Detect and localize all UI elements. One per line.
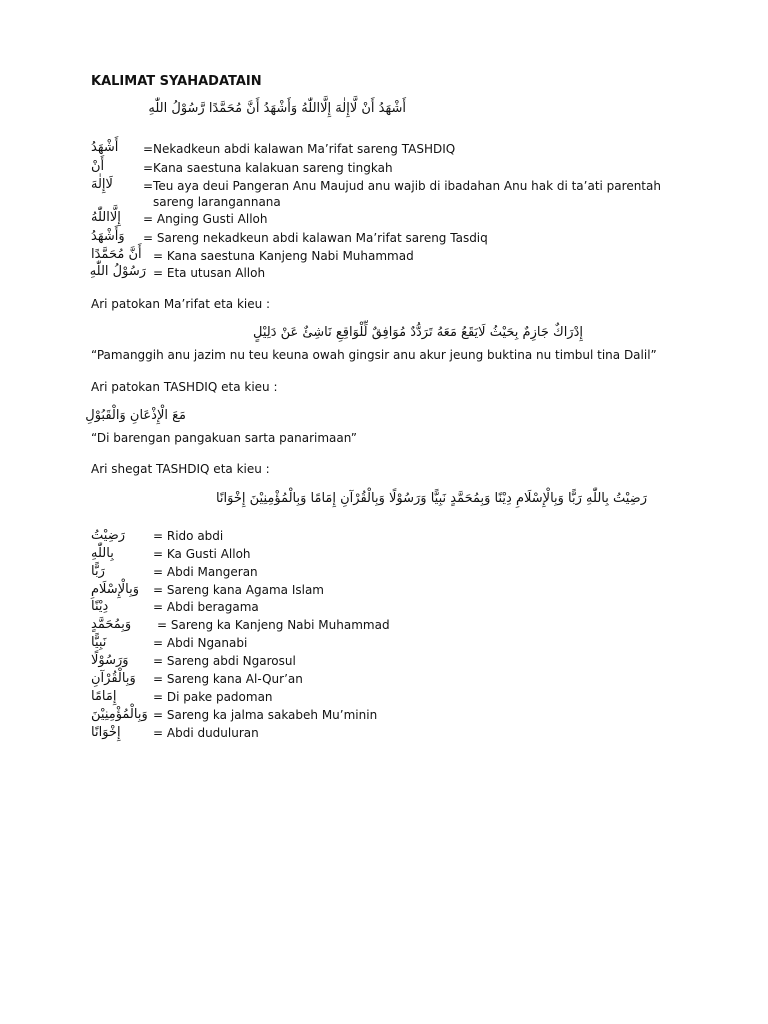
- glossary2-definition: = Sareng kana Al-Qur’an: [153, 672, 303, 686]
- glossary2-arabic: وَبِالْإِسْلَامِ: [91, 582, 139, 597]
- glossary1-definition-continued: sareng larangannana: [153, 195, 281, 209]
- document-title: KALIMAT SYAHADATAIN: [91, 74, 262, 89]
- marifat-heading: Ari patokan Ma’rifat eta kieu :: [91, 297, 271, 311]
- glossary2-arabic: وَبِالْقُرْآنِ: [91, 671, 136, 686]
- syahadat-arabic: أَشْهَدُ أَنْ لَّاإِلٰهَ إِلَّااللّٰهُ وَأَشْهَدُ أَنَّ مُحَمَّدًا رَّسُوْلُ اللّٰهِ: [148, 101, 406, 116]
- glossary1-arabic: أَنَّ مُحَمَّدًا: [91, 247, 142, 262]
- glossary2-definition: = Abdi beragama: [153, 600, 259, 614]
- glossary2-arabic: رَبًّا: [91, 564, 105, 579]
- glossary2-arabic: إِمَامًا: [91, 689, 117, 704]
- glossary2-arabic: وَبِمُحَمَّدٍ: [91, 617, 132, 632]
- glossary2-arabic: وَرَسُوْلًا: [91, 653, 129, 668]
- glossary2-arabic: دِيْنًا: [91, 599, 109, 614]
- glossary2-definition: = Di pake padoman: [153, 690, 273, 704]
- glossary1-definition: = Eta utusan Alloh: [153, 266, 266, 280]
- glossary1-definition: = Sareng nekadkeun abdi kalawan Ma’rifat sareng Tasdiq: [143, 231, 488, 245]
- glossary1-arabic: رَسُوْلُ اللّٰهِ: [89, 264, 146, 279]
- glossary2-definition: = Sareng ka jalma sakabeh Mu’minin: [153, 708, 378, 722]
- tashdiq-translation: “Di barengan pangakuan sarta panarimaan”: [91, 431, 357, 445]
- glossary1-arabic: وَأَشْهَدُ: [91, 229, 125, 244]
- glossary2-arabic: وَبِالْمُؤْمِنِيْنَ: [91, 707, 148, 722]
- glossary1-arabic: إِلَّااللّٰهُ: [91, 210, 121, 225]
- tashdiq-heading: Ari patokan TASHDIQ eta kieu :: [91, 380, 278, 394]
- shegat-arabic: رَضِيْتُ بِاللّٰهِ رَبًّا وَبِالْإِسْلَامِ دِيْنًا وَبِمُحَمَّدٍ نَبِيًّا وَرَسُوْلًا وَبِالْقُرْآنِ إِمَامًا وَبِالْمُؤْمِنِيْنَ إِخْوَانًا: [215, 491, 647, 506]
- glossary2-arabic: رَضِيْتُ: [91, 528, 126, 543]
- glossary2-definition: = Sareng abdi Ngarosul: [153, 654, 296, 668]
- glossary1-definition: = Anging Gusti Alloh: [143, 212, 268, 226]
- glossary2-definition: = Abdi Mangeran: [153, 565, 258, 579]
- glossary2-definition: = Ka Gusti Alloh: [153, 547, 251, 561]
- glossary2-definition: = Sareng kana Agama Islam: [153, 583, 324, 597]
- shegat-heading: Ari shegat TASHDIQ eta kieu :: [91, 462, 270, 476]
- glossary1-arabic: أَنْ: [91, 159, 105, 174]
- marifat-arabic: إِدْرَاكٌ جَازِمٌ بِحَيْثُ لَايَقَعُ مَعَهُ تَرَدُّدٌ مُوَافِقٌ لِّلْوَاقِعِ نَاشِئٌ عَنْ دَلِيْلٍ: [252, 325, 583, 340]
- glossary1-definition: =Kana saestuna kalakuan sareng tingkah: [143, 161, 393, 175]
- glossary2-arabic: بِاللّٰهِ: [91, 546, 114, 561]
- glossary2-definition: = Rido abdi: [153, 529, 224, 543]
- glossary2-definition: = Abdi duduluran: [153, 726, 259, 740]
- glossary2-arabic: نَبِيًّا: [91, 635, 107, 650]
- glossary1-arabic: أَشْهَدُ: [91, 140, 119, 155]
- marifat-translation: “Pamanggih anu jazim nu teu keuna owah gingsir anu akur jeung buktina nu timbul tina Dalil”: [91, 348, 657, 362]
- glossary2-definition: = Abdi Nganabi: [153, 636, 248, 650]
- glossary1-definition: = Kana saestuna Kanjeng Nabi Muhammad: [153, 249, 414, 263]
- glossary1-definition: =Nekadkeun abdi kalawan Ma’rifat sareng TASHDIQ: [143, 142, 456, 156]
- tashdiq-arabic: مَعَ الْإِذْعَانِ وَالْقَبُوْلِ: [85, 408, 186, 423]
- glossary1-arabic: لَاإِلٰهَ: [91, 177, 113, 192]
- glossary2-definition: = Sareng ka Kanjeng Nabi Muhammad: [157, 618, 390, 632]
- glossary1-definition: =Teu aya deui Pangeran Anu Maujud anu wajib di ibadahan Anu hak di ta’ati parentah: [143, 179, 661, 193]
- glossary2-arabic: إِخْوَانًا: [91, 725, 121, 740]
